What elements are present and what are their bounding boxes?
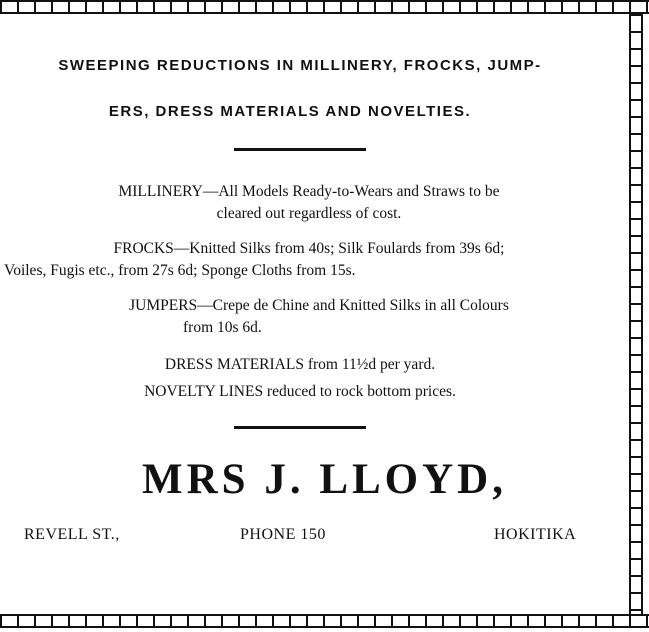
novelty-lines-line: NOVELTY LINES reduced to rock bottom prices.: [144, 383, 456, 400]
jumpers-line-1: JUMPERS—Crepe de Chine and Knitted Silks in all Colours: [129, 297, 509, 314]
top-border: [0, 0, 649, 14]
footer-phone: PHONE 150: [240, 526, 326, 543]
footer-address: REVELL ST.,: [24, 526, 120, 543]
millinery-line-1: MILLINERY—All Models Ready-to-Wears and Straws to be: [118, 183, 500, 200]
footer-town: HOKITIKA: [494, 526, 577, 543]
divider-rule: [234, 426, 366, 429]
right-border: [629, 14, 643, 614]
millinery-line-2: cleared out regardless of cost.: [216, 205, 402, 222]
headline-line-2: ERS, DRESS MATERIALS AND NOVELTIES.: [108, 103, 472, 120]
dress-materials-line: DRESS MATERIALS from 11½d per yard.: [164, 356, 436, 373]
jumpers-line-2: from 10s 6d.: [183, 319, 262, 336]
proprietor-name: MRS J. LLOYD,: [142, 456, 507, 503]
headline-line-1: SWEEPING REDUCTIONS IN MILLINERY, FROCKS, JUMP-: [58, 57, 542, 74]
divider-rule: [234, 148, 366, 151]
frocks-line-2: Voiles, Fugis etc., from 27s 6d; Sponge Cloths from 15s.: [4, 262, 356, 279]
bottom-border: [0, 614, 649, 628]
frocks-line-1: FROCKS—Knitted Silks from 40s; Silk Foulards from 39s 6d;: [113, 240, 505, 257]
